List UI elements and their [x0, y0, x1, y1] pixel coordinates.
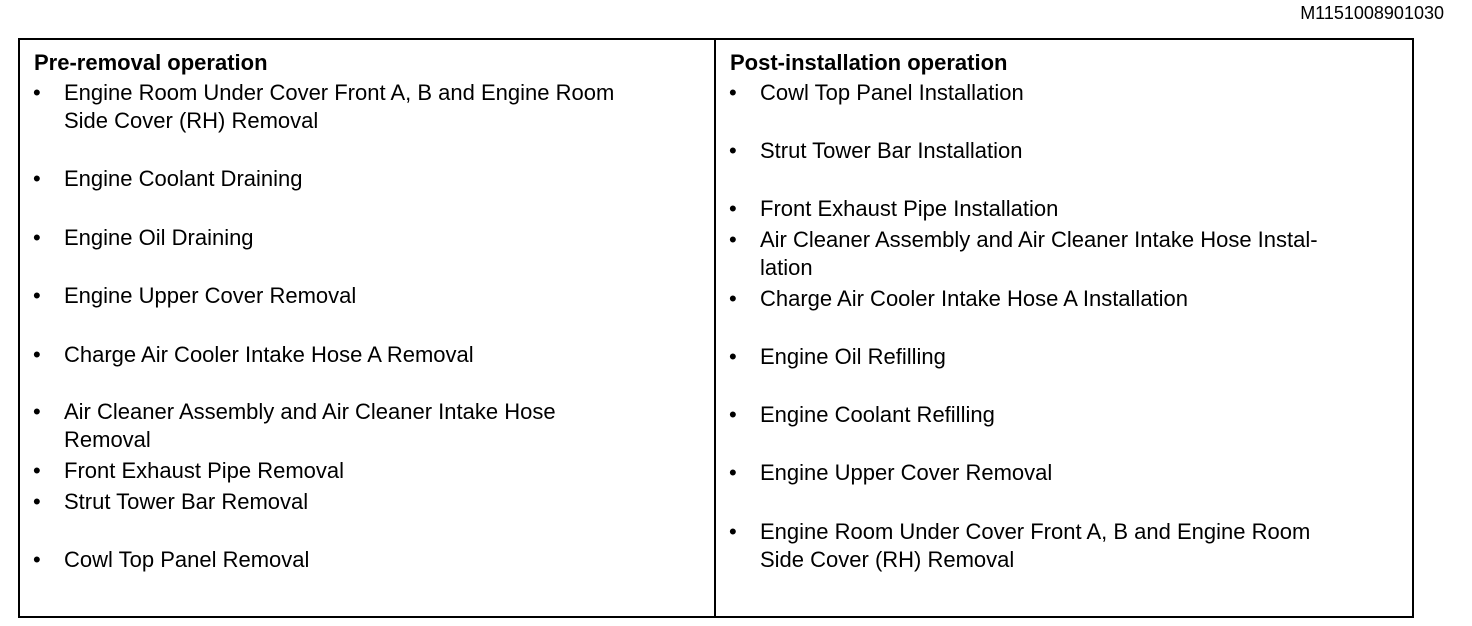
- post-installation-item: • Strut Tower Bar Installation: [760, 137, 1400, 165]
- pre-removal-item: • Front Exhaust Pipe Removal: [64, 457, 704, 485]
- pre-removal-item: • Cowl Top Panel Removal: [64, 546, 704, 574]
- pre-removal-column: [20, 40, 716, 616]
- post-installation-column: [716, 40, 1412, 616]
- post-installation-item: • Air Cleaner Assembly and Air Cleaner Intake Hose Instal- lation: [760, 226, 1400, 282]
- pre-removal-item: • Air Cleaner Assembly and Air Cleaner Intake Hose Removal: [64, 398, 704, 454]
- post-installation-item: • Engine Coolant Refilling: [760, 401, 1400, 429]
- post-installation-item: • Engine Oil Refilling: [760, 343, 1400, 371]
- post-installation-title: Post-installation operation: [730, 50, 1008, 75]
- pre-removal-item: • Engine Coolant Draining: [64, 165, 704, 193]
- pre-removal-item: • Engine Oil Draining: [64, 224, 704, 252]
- post-installation-item: • Front Exhaust Pipe Installation: [760, 195, 1400, 223]
- operations-table: [18, 38, 1414, 618]
- pre-removal-item: • Engine Room Under Cover Front A, B and Engine Room Side Cover (RH) Removal: [64, 79, 704, 135]
- pre-removal-title: Pre-removal operation: [34, 50, 268, 75]
- pre-removal-item: • Strut Tower Bar Removal: [64, 488, 704, 516]
- post-installation-item: • Engine Upper Cover Removal: [760, 459, 1400, 487]
- pre-removal-item: • Charge Air Cooler Intake Hose A Removal: [64, 341, 704, 369]
- post-installation-item: • Cowl Top Panel Installation: [760, 79, 1400, 107]
- post-installation-item: • Charge Air Cooler Intake Hose A Installation: [760, 285, 1400, 313]
- post-installation-item: • Engine Room Under Cover Front A, B and Engine Room Side Cover (RH) Removal: [760, 518, 1400, 574]
- document-code: M1151008901030: [1300, 3, 1444, 23]
- pre-removal-item: • Engine Upper Cover Removal: [64, 282, 704, 310]
